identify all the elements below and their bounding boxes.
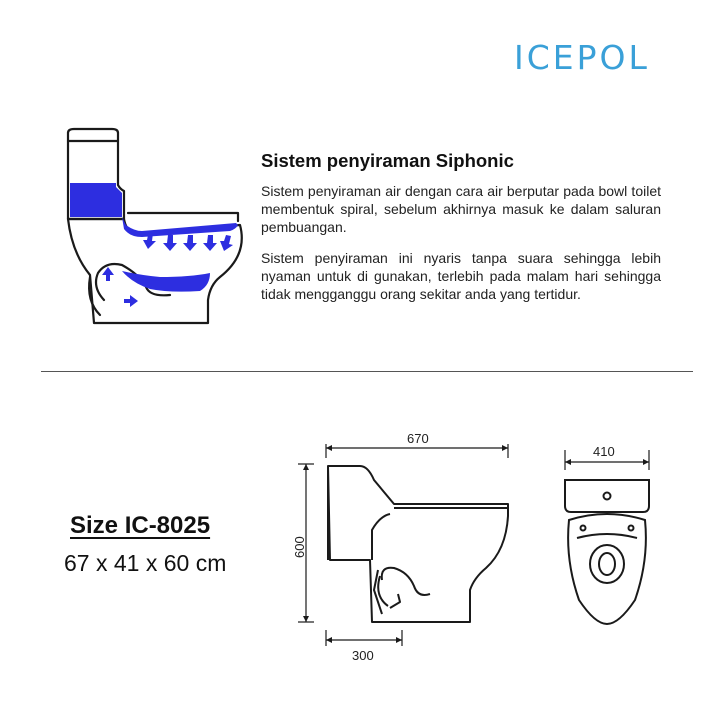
- bowl-water: [122, 271, 210, 292]
- top-view-drawing: [555, 440, 665, 630]
- feature-paragraph-1: Sistem penyiraman air dengan cara air berputar pada bowl toilet membentuk spiral, sebelum akhirnya masuk ke dalam saluran pembuangan.: [261, 183, 661, 235]
- length-label: 670: [407, 431, 429, 446]
- height-label: 600: [292, 536, 307, 558]
- feature-description: [261, 150, 661, 316]
- siphonic-toilet-illustration: [60, 125, 250, 330]
- tank-water: [70, 183, 122, 217]
- brand-logo: ICEPOL: [514, 38, 650, 77]
- feature-title: Sistem penyiraman Siphonic: [261, 150, 514, 171]
- rough-in-label: 300: [352, 648, 374, 663]
- side-view-drawing: [290, 430, 530, 670]
- section-divider: [41, 371, 693, 372]
- size-dimensions: 67 x 41 x 60 cm: [64, 550, 227, 576]
- feature-paragraph-2: Sistem penyiraman ini nyaris tanpa suara sehingga lebih nyaman untuk di gunakan, terlebih pada malam hari sehingga tidak mengganggu orang sekitar anda yang tertidur.: [261, 250, 661, 302]
- width-label: 410: [593, 444, 615, 459]
- size-title: Size IC-8025: [70, 512, 211, 539]
- rim-water: [122, 217, 238, 237]
